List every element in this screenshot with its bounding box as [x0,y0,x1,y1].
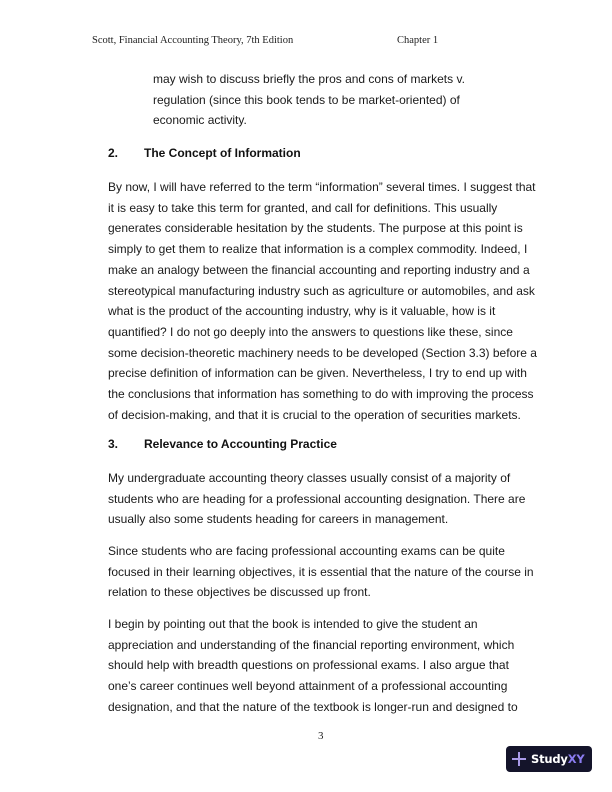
text-line: should help with breadth questions on professional exams. I also argue that [108,658,509,673]
section-title: Relevance to Accounting Practice [144,437,337,451]
section-heading [108,146,301,160]
header-book-title: Scott, Financial Accounting Theory, 7th Edition [92,35,294,46]
page-number: 3 [318,730,324,742]
text-line: precise definition of information can be given. Nevertheless, I try to end up with [108,366,527,381]
text-line: designation, and that the nature of the textbook is longer-run and designed to [108,699,518,714]
header-chapter: Chapter 1 [397,35,439,46]
section-number: 3. [108,437,119,451]
text-line: make an analogy between the financial accounting and reporting industry and a [108,262,530,277]
text-line: students who are heading for a professional accounting designation. There are [108,491,526,506]
brand-main: Study [531,752,568,766]
text-line: may wish to discuss briefly the pros and cons of markets v. [153,72,465,86]
text-line: what is the product of the accounting industry, why is it valuable, how is it [108,304,496,319]
text-line: quantified? I do not go deeply into the answers to questions like these, since [108,324,513,339]
text-line: By now, I will have referred to the term “information” several times. I suggest that [108,180,536,194]
text-line: simply to get them to realize that information is a complex commodity. Indeed, I [108,242,528,257]
continuation-paragraph [153,69,465,131]
plus-icon [512,752,526,766]
text-line: I begin by pointing out that the book is intended to give the student an [108,617,478,631]
paragraph [108,614,518,718]
text-line: My undergraduate accounting theory classes usually consist of a majority of [108,471,511,485]
paragraph [108,468,526,530]
text-line: some decision-theoretic machinery needs to be developed (Section 3.3) before a [108,345,537,360]
section-title: The Concept of Information [144,146,301,160]
paragraph [108,541,534,603]
studyxy-badge[interactable] [506,746,592,772]
brand-name [531,752,585,766]
text-line: of decision-making, and that it is crucial to the operation of securities markets. [108,407,521,422]
text-line: economic activity. [153,113,247,128]
text-line: focused in their learning objectives, it is essential that the nature of the course in [108,564,534,579]
text-line: Since students who are facing professional accounting exams can be quite [108,544,505,558]
section-number: 2. [108,146,119,160]
paragraph [108,177,537,425]
text-line: stereotypical manufacturing industry such as agriculture or automobiles, and ask [108,283,535,298]
text-line: relation to these objectives be discussed up front. [108,585,371,600]
text-line: it is easy to take this term for granted, and call for definitions. This usually [108,200,498,215]
brand-accent: XY [567,752,585,766]
text-line: the conclusions that information has something to do with improving the process [108,387,534,402]
section-heading [108,437,337,451]
text-line: generates considerable hesitation by the students. The purpose at this point is [108,221,523,236]
text-line: regulation (since this book tends to be market-oriented) of [153,92,460,107]
text-line: appreciation and understanding of the financial reporting environment, which [108,637,515,652]
text-line: one’s career continues well beyond attainment of a professional accounting [108,679,508,694]
text-line: usually also some students heading for careers in management. [108,512,449,527]
